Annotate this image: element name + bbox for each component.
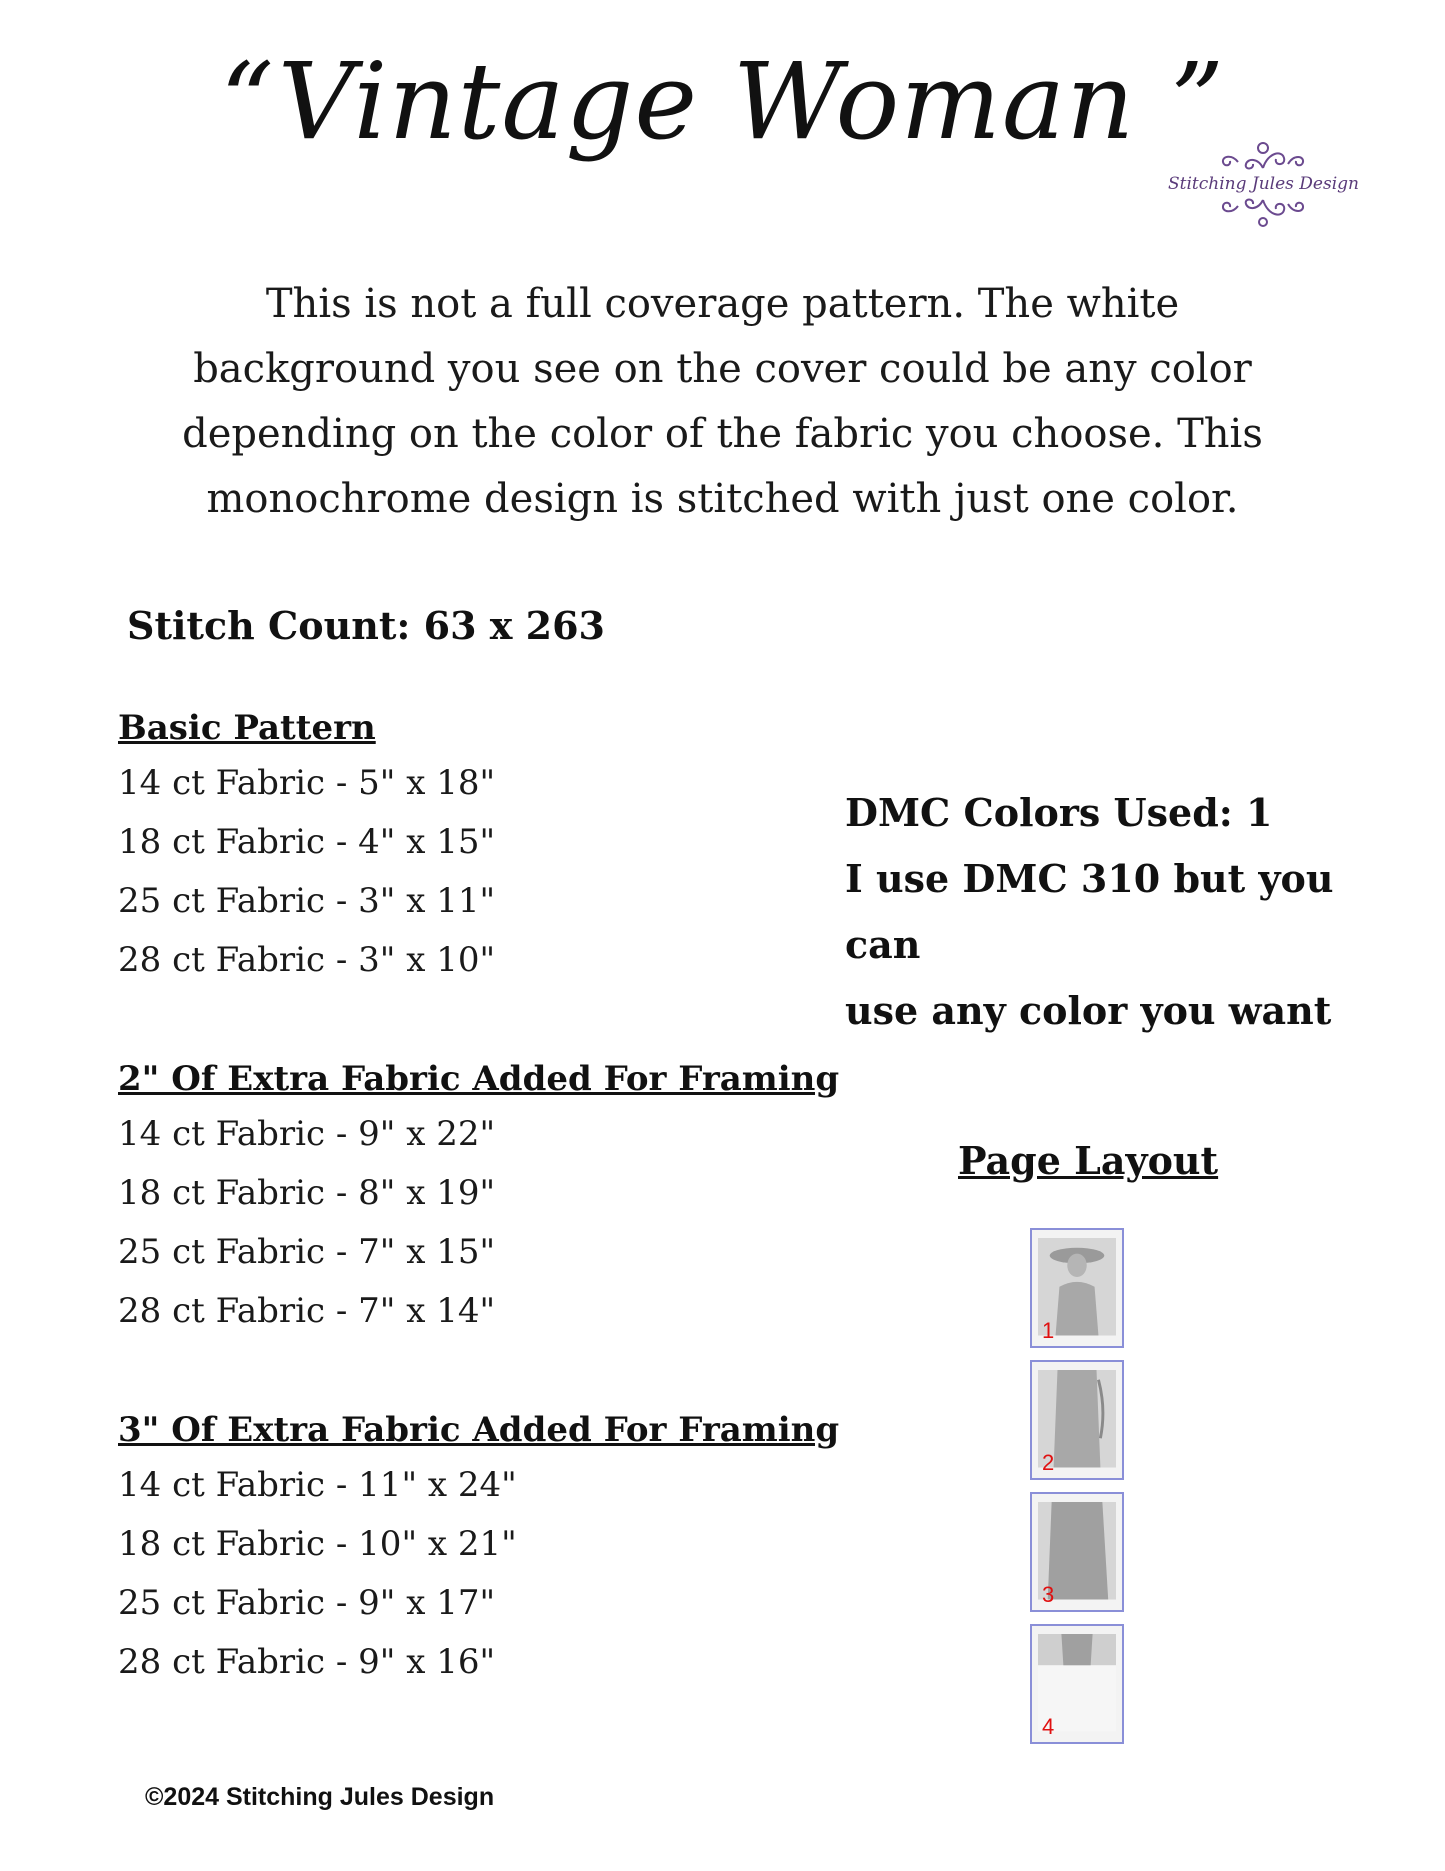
page-number: 2 [1042, 1450, 1055, 1475]
dmc-colors-used: DMC Colors Used: 1 [845, 790, 1273, 835]
fabric-row: 14 ct Fabric - 5" x 18" [118, 763, 496, 803]
copyright-footer: ©2024 Stitching Jules Design [145, 1783, 495, 1811]
brand-logo [1168, 140, 1358, 250]
fabric-row: 18 ct Fabric - 8" x 19" [118, 1173, 496, 1213]
swirl-ornament-bottom-icon [1208, 196, 1318, 228]
section-heading: Basic Pattern [118, 708, 376, 748]
fabric-row: 28 ct Fabric - 3" x 10" [118, 940, 496, 980]
basic-pattern-section [118, 702, 495, 990]
fabric-row: 28 ct Fabric - 9" x 16" [118, 1642, 496, 1682]
page-thumbnail [1030, 1624, 1124, 1744]
page-thumbnail [1030, 1228, 1124, 1348]
fabric-row: 18 ct Fabric - 10" x 21" [118, 1524, 517, 1564]
section-heading: 3" Of Extra Fabric Added For Framing [118, 1410, 840, 1450]
dmc-colors-info [845, 780, 1365, 1044]
page-number: 4 [1042, 1714, 1055, 1739]
dmc-note-line-2: use any color you want [845, 988, 1332, 1033]
pattern-title: “Vintage Woman ” [219, 40, 1226, 163]
swirl-ornament-top-icon [1208, 140, 1318, 172]
section-heading: 2" Of Extra Fabric Added For Framing [118, 1059, 840, 1099]
page-layout-thumbnails [1030, 1228, 1130, 1756]
two-inch-extra-section [118, 1053, 839, 1341]
page-thumbnail [1030, 1360, 1124, 1480]
intro-paragraph: This is not a full coverage pattern. The white background you see on the cover could be any color depending on the color of the fabric you choose. This monochrome design is stitched with just one color. [182, 281, 1263, 522]
fabric-row: 14 ct Fabric - 9" x 22" [118, 1114, 496, 1154]
page-number: 3 [1042, 1582, 1055, 1607]
fabric-row: 18 ct Fabric - 4" x 15" [118, 822, 496, 862]
fabric-row: 25 ct Fabric - 7" x 15" [118, 1232, 496, 1272]
logo-text: Stitching Jules Design [1168, 174, 1359, 194]
three-inch-extra-section [118, 1404, 839, 1692]
page-layout-title: Page Layout [958, 1138, 1219, 1183]
fabric-row: 25 ct Fabric - 9" x 17" [118, 1583, 496, 1623]
fabric-row: 25 ct Fabric - 3" x 11" [118, 881, 496, 921]
page-thumbnail [1030, 1492, 1124, 1612]
fabric-row: 28 ct Fabric - 7" x 14" [118, 1291, 496, 1331]
stitch-count: Stitch Count: 63 x 263 [127, 603, 605, 648]
page-number: 1 [1042, 1318, 1055, 1343]
fabric-row: 14 ct Fabric - 11" x 24" [118, 1465, 517, 1505]
dmc-note-line-1: I use DMC 310 but you can [845, 856, 1334, 967]
